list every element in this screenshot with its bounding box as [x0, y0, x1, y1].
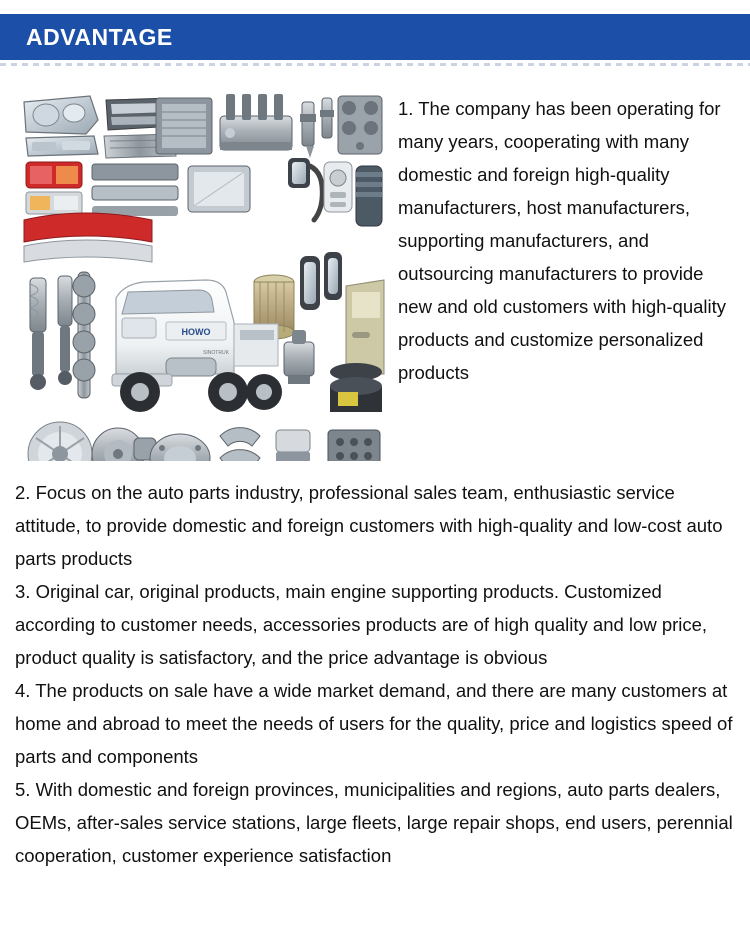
svg-text:HOWO: HOWO — [181, 327, 211, 337]
banner-divider — [0, 63, 750, 66]
section-banner — [0, 14, 750, 60]
advantage-paragraph-3: 3. Original car, original products, main engine supporting products. Customized according to customer needs, accessories products are of high quality and low price, product quality is satisfactory, and the price advantage is obvious — [15, 581, 708, 668]
intro-section — [0, 76, 750, 466]
advantage-paragraph-2: 2. Focus on the auto parts industry, professional sales team, enthusiastic service attitude, to provide domestic and foreign customers with high-quality and low-cost auto parts products — [15, 482, 723, 569]
advantage-paragraph-5: 5. With domestic and foreign provinces, municipalities and regions, auto parts dealers, OEMs, after-sales service stations, large fleets, large repair shops, end users, perennial cooperation, customer experience satisfaction — [15, 779, 733, 866]
svg-text:SINOTRUK: SINOTRUK — [203, 350, 229, 356]
page-title: ADVANTAGE — [26, 23, 173, 50]
auto-parts-collage-image — [16, 86, 388, 461]
advantage-paragraph-list — [15, 476, 737, 872]
intro-paragraph: 1. The company has been operating for many years, cooperating with many domestic and foreign high-quality manufacturers, host manufacturers, supporting manufacturers, and outsourcing manufacturers to provide new and old customers with high-quality products and customize personalized products — [398, 98, 727, 383]
advantage-paragraph-4: 4. The products on sale have a wide market demand, and there are many customers at home and abroad to meet the needs of users for the quality, price and logistics speed of parts and components — [15, 680, 733, 767]
